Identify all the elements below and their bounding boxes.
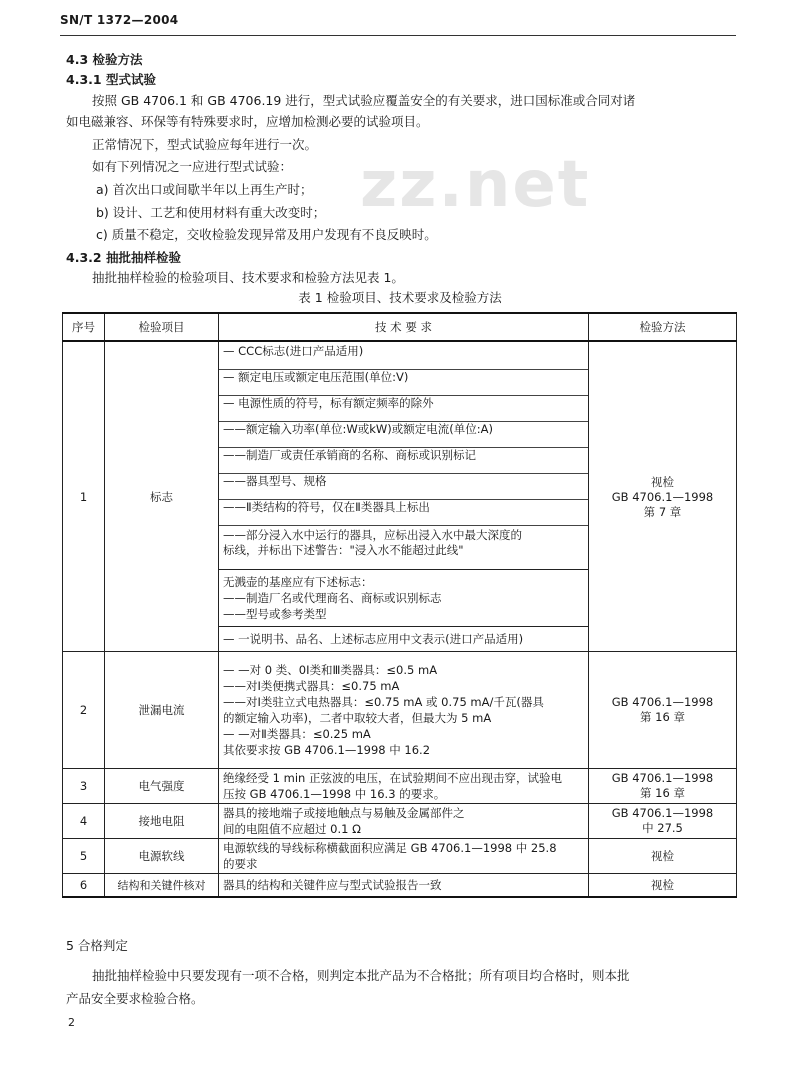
table-row [63,804,737,839]
header-rule [60,35,736,36]
method-text: GB 4706.1—1998 [611,806,714,820]
requirement-text: ——部分浸入水中运行的器具，应标出浸入水中最大深度的 [223,527,522,542]
method-cell: 视检 [589,839,737,874]
requirement-line: ——器具型号、规格 [219,474,588,500]
requirement-line: ——额定输入功率(单位:W或kW)或额定电流(单位:A) [219,422,588,448]
paragraph-text: 抽批抽样检验中只要发现有一项不合格，则判定本批产品为不合格批；所有项目均合格时，则本批 [92,968,630,983]
method-text: 第 16 章 [640,710,685,724]
table-row [63,341,737,570]
method-cell [589,769,737,804]
requirements-cell: — 一说明书、品名、上述标志应用中文表示(进口产品适用) [219,627,589,652]
requirement-text: — —对Ⅱ类器具：≤0.25 mA [223,727,371,741]
item-name: 电气强度 [105,769,219,804]
requirement-line: ——Ⅱ类结构的符号，仅在Ⅱ类器具上标出 [219,500,588,526]
row-number: 6 [63,874,105,898]
row-number: 5 [63,839,105,874]
requirement-text: ——型号或参考类型 [223,607,327,621]
requirement-line [219,526,588,568]
requirements-cell [219,804,589,839]
requirements-cell [219,341,589,570]
row-number: 3 [63,769,105,804]
table-row [63,874,737,898]
requirement-text: ——对Ⅰ类驻立式电热器具：≤0.75 mA 或 0.75 mA/千瓦(器具 [223,695,544,709]
requirement-text: 间的电阻值不应超过 0.1 Ω [223,822,361,836]
requirement-text: ——对Ⅰ类便携式器具：≤0.75 mA [223,679,400,693]
requirement-text: 的额定输入功率)，二者中取较大者，但最大为 5 mA [223,711,492,725]
requirement-text: 的要求 [223,857,258,871]
method-cell: 视检 [589,874,737,898]
paragraph-text: 抽批抽样检验的检验项目、技术要求和检验方法见表 1。 [92,270,404,285]
standard-code: SN/T 1372—2004 [60,13,179,27]
watermark: zz.net [360,148,591,222]
table-caption: 表 1 检验项目、技术要求及检验方法 [298,290,502,305]
item-name: 电源软线 [105,839,219,874]
row-number: 4 [63,804,105,839]
list-item: b) 设计、工艺和使用材料有重大改变时； [96,205,326,220]
item-name: 接地电阻 [105,804,219,839]
header-cell: 检验方法 [589,313,737,341]
requirement-text: 无溅壶的基座应有下述标志： [223,575,373,589]
requirements-cell [219,570,589,627]
row-number: 1 [63,341,105,652]
requirements-cell [219,839,589,874]
row-number: 2 [63,652,105,769]
method-text: 视检 [651,474,674,489]
header-cell: 技 术 要 求 [219,313,589,341]
requirement-text: 电源软线的导线标称横截面积应满足 GB 4706.1—1998 中 25.8 [223,841,557,855]
table-header-row [63,313,737,341]
method-cell [589,804,737,839]
paragraph-text: 如电磁兼容、环保等有特殊要求时，应增加检测必要的试验项目。 [66,114,429,129]
section-4-3-1-heading: 4.3.1 型式试验 [66,72,156,87]
requirement-text: 绝缘经受 1 min 正弦波的电压，在试验期间不应出现击穿，试验电 [223,771,562,785]
requirements-cell [219,652,589,769]
method-cell [589,652,737,769]
requirement-line: ——制造厂或责任承销商的名称、商标或识别标记 [219,448,588,474]
requirement-text: 压按 GB 4706.1—1998 中 16.3 的要求。 [223,787,446,801]
table-row [63,839,737,874]
paragraph-text: 按照 GB 4706.1 和 GB 4706.19 进行，型式试验应覆盖安全的有关要求，进口国标准或合同对诸 [92,93,636,108]
table-row [63,652,737,769]
item-name: 泄漏电流 [105,652,219,769]
requirement-text: — —对 0 类、0Ⅰ类和Ⅲ类器具：≤0.5 mA [223,663,438,677]
method-text: 第 7 章 [643,504,682,519]
section-4-3-heading: 4.3 检验方法 [66,52,143,67]
method-text: 中 27.5 [642,821,683,835]
paragraph-text: 如有下列情况之一应进行型式试验： [92,159,293,174]
paragraph-text: 产品安全要求检验合格。 [66,991,204,1006]
requirement-line: — CCC标志(进口产品适用) [219,344,588,370]
requirement-text: 标线，并标出下述警告："浸入水不能超过此线" [223,542,464,557]
method-text: GB 4706.1—1998 [611,771,714,785]
section-4-3-2-heading: 4.3.2 抽批抽样检验 [66,250,181,265]
requirement-text: 器具的接地端子或接地触点与易触及金属部件之 [223,806,465,820]
method-text: GB 4706.1—1998 [611,489,714,504]
method-cell [589,341,737,652]
requirement-text: ——制造厂名或代理商名、商标或识别标志 [223,591,442,605]
requirements-cell: 器具的结构和关键件应与型式试验报告一致 [219,874,589,898]
requirements-cell [219,769,589,804]
inspection-table [62,312,737,898]
list-item: c) 质量不稳定，交收检验发现异常及用户发现有不良反映时。 [96,227,437,242]
requirement-line: — 额定电压或额定电压范围(单位:V) [219,370,588,396]
method-text: GB 4706.1—1998 [611,695,714,709]
list-item: a) 首次出口或间歇半年以上再生产时； [96,182,313,197]
requirement-line: — 电源性质的符号，标有额定频率的除外 [219,396,588,422]
requirement-text: 其依要求按 GB 4706.1—1998 中 16.2 [223,743,431,757]
page-number: 2 [68,1016,75,1029]
header-cell: 序号 [63,313,105,341]
header-cell: 检验项目 [105,313,219,341]
section-5-heading: 5 合格判定 [66,938,128,953]
paragraph-text: 正常情况下，型式试验应每年进行一次。 [92,137,318,152]
item-name: 结构和关键件核对 [105,874,219,898]
method-text: 第 16 章 [640,786,685,800]
item-name: 标志 [105,341,219,652]
table-row [63,769,737,804]
